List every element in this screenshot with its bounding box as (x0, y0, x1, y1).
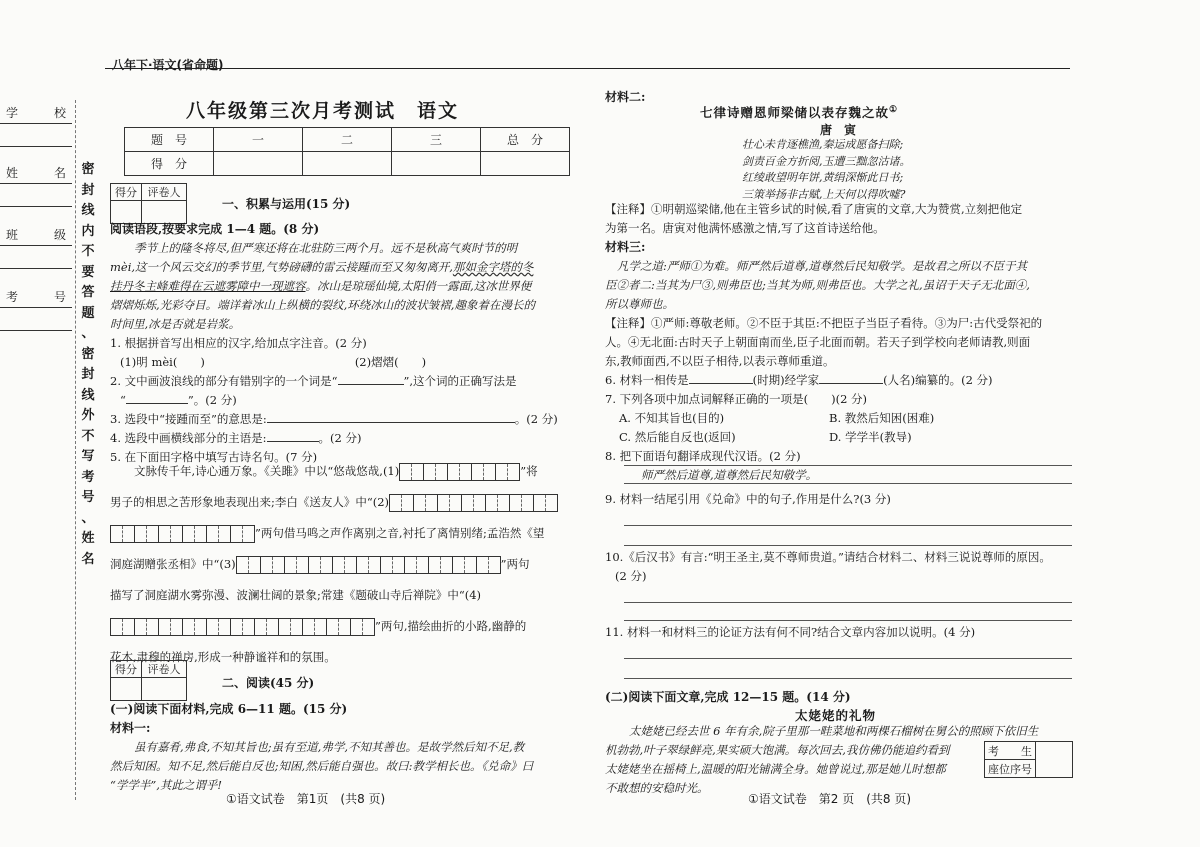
seal-char: 封 (81, 182, 95, 198)
poem-title: 七律诗赠恩师梁储以表存魏之故① (700, 104, 899, 120)
q11-answer-line-1[interactable] (624, 658, 1072, 659)
score-cell-3[interactable] (392, 152, 481, 176)
seal-char: 要 (81, 264, 95, 280)
material-two-notes: 【注释】①明朝巡梁储,他在主管乡试的时候,看了唐寅的文章,大为赞赏,立刻把他定 为第一名。唐寅对他满怀感激之情,写了这首诗送给他。 材料三: 凡学之道:严师①为难。师严然后道尊,道尊然后民知敬学。是故君之所以不臣于其 臣②者二:当其为尸③,则弗臣也;当其为师,则弗臣也。大学之礼,虽诏于天子无北面④, 所以尊师也。 【注释】①严师:尊敬老师。②不臣于其臣:不把臣子当臣子看待。③为尸:古代受祭祀的 人。④无北面:古时天子上朝面南而坐,臣子北面而朝。若天子到学校向老师请教,则面 东,教师面西,不以臣子相待,以表示尊师重道。 6. 材料一相传是 (时期)经学家 (人名)编纂的。(2 分) 7. 下列各项中加点词解释正确的一项是( )(2 分) A. 不知其旨也(目的) B. 教然后知困(困难) C. 然后能自反也(返回) D. 学学半(教导) 8. 把下面语句翻译成现代汉语。(2 分) 师严然后道尊,道尊然后民知敬学。 (605, 202, 1043, 482)
story-body: 太姥姥已经去世 6 年有余,院子里那一畦菜地和两棵石榴树在舅公的照顾下依旧生 机勃勃,叶子翠绿鲜亮,果实硕大饱满。每次回去,我仿佛仍能追约看到 太姥姥坐在摇椅上,温暖的阳光铺满全身。她曾说过,那是她儿时想都 不敢想的安稳时光。 (605, 724, 1039, 795)
seal-char: 外 (81, 408, 95, 423)
footer-page-1: ①语文试卷 第1页 (共8 页) (226, 792, 386, 806)
section1-passage: 阅读语段,按要求完成 1—4 题。(8 分) 季节上的隆冬将尽,但严寒还将在北驻防三两个月。远不是秋高气爽时节的明 mèi,这一个风云交幻的季节里,气势磅礴的雷云接踵而至又匆匆离开,那如金字塔的冬 挂丹冬主峰难得在云遮雾障中一现遮容。冰山是琼瑶仙境,太阳俏一露面,这冰世界便 熠熠烁烁,光彩夺目。端详着冰山上纵横的裂纹,环绕冰山的波状皱褶,趣象着在漫长的 时间里,冰是否就是岩浆。 1. 根据拼音写出相应的汉字,给加点字注音。(2 分) (1)明 mèi( ) (2)熠熠( ) 2. 文中画波浪线的部分有错别字的一个词是“ ”,这个词的正确写法是 “ ”。(2 分) 3. 选段中“接踵而至”的意思是: 。(2 分) 4. 选段中画横线部分的主语是: 。(2 分) 5. 在下面田字格中填写古诗名句。(7 分) (110, 222, 558, 464)
exam-number-field[interactable]: 考 号 (0, 288, 72, 331)
score-table: 题 号 一 二 三 总 分 得 分 (124, 127, 570, 176)
seal-char: 、 (81, 326, 95, 341)
question-9: 9. 材料一结尾引用《兑命》中的句子,作用是什么?(3 分) (605, 492, 891, 506)
answer-grid-1[interactable] (399, 463, 520, 481)
answer-grid-2b[interactable] (110, 525, 255, 543)
seat-number-box: 考 生 座位序号 (984, 741, 1073, 778)
section2-heading: 二、阅读(45 分) (222, 676, 315, 690)
seal-char: 线 (81, 203, 95, 218)
q9-answer-line-2[interactable] (624, 545, 1072, 546)
seal-char: 封 (81, 367, 95, 382)
seal-line (75, 100, 76, 800)
question-11: 11. 材料一和材料三的论证方法有何不同?结合文章内容加以说明。(4 分) (605, 625, 976, 639)
material-one: (一)阅读下面材料,完成 6—11 题。(15 分) 材料一: 虽有嘉肴,弗食,不知其旨也;虽有至道,弗学,不知其善也。是故学然后知不足,教 然后知困。知不足,然后能自反也;知困,然后能自强也。故曰:教学相长也。《兑命》曰 “学学半”,其此之谓乎! (110, 702, 534, 792)
seal-char: 号 (81, 490, 95, 505)
poem-author: 唐 寅 (820, 123, 857, 137)
exam-title: 八年级第三次月考测试 语文 (186, 100, 460, 122)
footer-page-2: ①语文试卷 第2 页 (共8 页) (748, 792, 912, 806)
name-field[interactable]: 姓 名 (0, 164, 72, 207)
seal-char: 内 (81, 223, 95, 239)
student-info-strip (0, 100, 75, 330)
q9-answer-line-1[interactable] (624, 525, 1072, 526)
reading-two-heading: (二)阅读下面文章,完成 12—15 题。(14 分) (605, 690, 851, 704)
material-two-label: 材料二: (605, 90, 646, 104)
section1-heading: 一、积累与运用(15 分) (222, 197, 351, 211)
seal-char: 姓 (81, 531, 95, 546)
score-cell-2[interactable] (303, 152, 392, 176)
grader-box-1: 得分 评卷人 (110, 183, 187, 224)
seal-char: 密 (81, 162, 95, 177)
seal-char: 不 (81, 244, 95, 259)
score-cell-total[interactable] (481, 152, 570, 176)
seal-char: 考 (81, 469, 95, 485)
answer-grid-3[interactable] (236, 556, 501, 574)
seal-warning (80, 160, 96, 570)
header-label: 八年下·语文(省命题) (112, 58, 224, 72)
class-field[interactable]: 班 级 (0, 226, 72, 269)
seal-char: 题 (81, 305, 95, 321)
seal-char: 密 (81, 346, 95, 362)
seal-char: 、 (81, 510, 95, 526)
poetry-fill-in: 文脉传千年,诗心通万象。《关雎》中以“悠哉悠哉,(1) ”将 男子的相思之苦形象地表现出来;李白《送友人》中“(2) ”两句借马鸣之声作离别之音,衬托了离情别绪;孟浩然《望 洞庭湖赠张丞相》中“(3) ”两句 描写了洞庭湖水雾弥漫、波澜壮阔的景象;常建《题破山寺后禅院》中“(4) ”两句,描绘曲折的小路,幽静的 花木,肃穆的禅房,形成一种静谧祥和的氛围。 (110, 456, 580, 673)
q8-answer-line-1[interactable] (624, 465, 1072, 466)
poem-body: 壮心未肯逐樵渔,秦运成愿备扫除; 剑责百金方折阅,玉遭三黜忽沽诸。 红绫敢望明年饼,黄绢深惭此日书; 三策举扬非古赋,上天何以得吹嘘? (742, 138, 911, 201)
q10-answer-line-2[interactable] (624, 620, 1072, 621)
question-10: 10.《后汉书》有言:“明王圣主,莫不尊师贵道。”请结合材料二、材料三说说尊师的原因。 (2 分) (605, 550, 1051, 583)
seal-char: 不 (81, 428, 95, 444)
answer-grid-4[interactable] (110, 618, 375, 636)
q10-answer-line-1[interactable] (624, 602, 1072, 603)
header-rule (105, 68, 1070, 69)
story-title: 太姥姥的礼物 (795, 708, 877, 723)
score-cell-1[interactable] (214, 152, 303, 176)
answer-grid-2a[interactable] (389, 494, 558, 512)
grader-box-2: 得分 评卷人 (110, 660, 187, 701)
school-field[interactable]: 学 校 (0, 104, 72, 147)
seal-char: 名 (81, 551, 95, 567)
q11-answer-line-2[interactable] (624, 678, 1072, 679)
q8-answer-line-2[interactable] (624, 483, 1072, 484)
seal-char: 线 (81, 387, 95, 403)
seal-char: 答 (81, 285, 95, 300)
seal-char: 写 (81, 449, 95, 464)
seat-number-input[interactable] (1036, 742, 1073, 778)
